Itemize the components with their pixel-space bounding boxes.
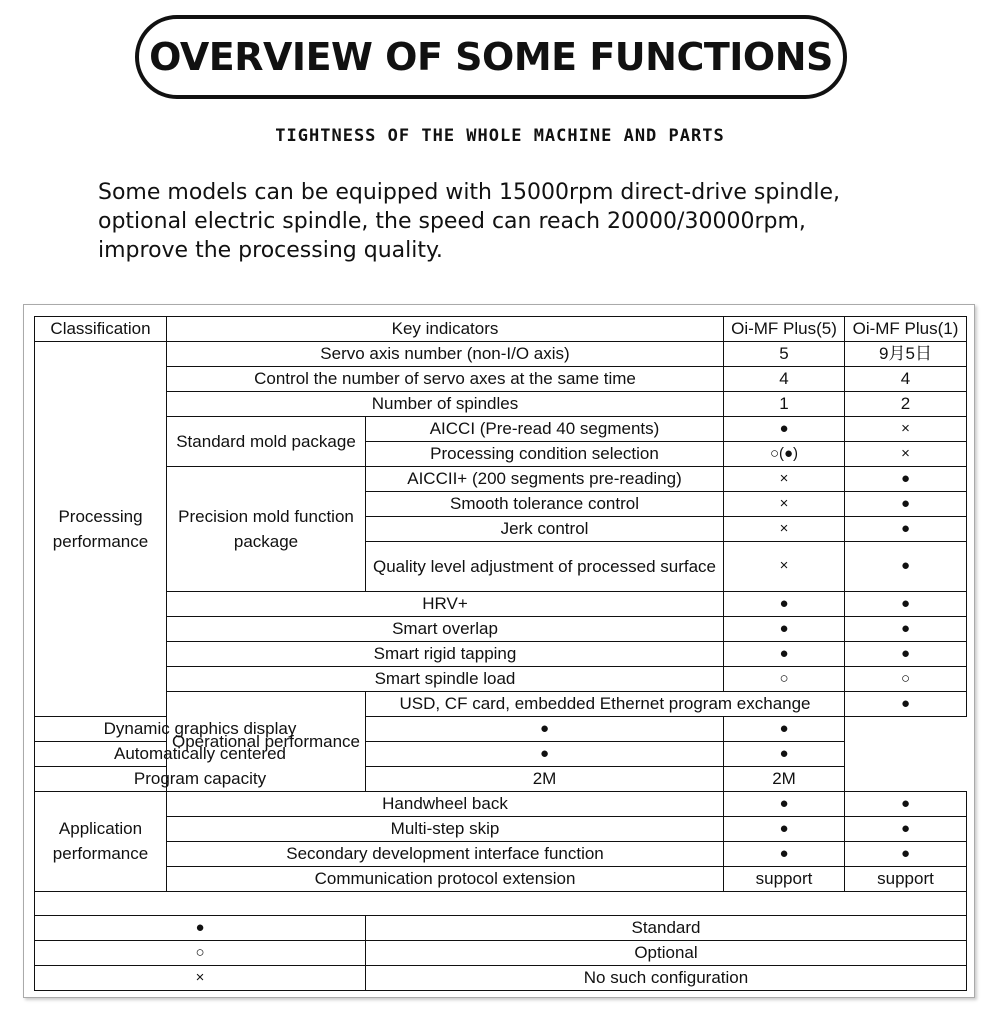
row-value-1: ○(●) [724,442,845,467]
row-value-2: ● [845,517,967,542]
legend-standard-icon: ● [35,916,366,941]
row-value-2: ● [845,591,967,616]
row-value-1: ● [724,841,845,866]
row-label: Secondary development interface function [167,841,724,866]
table-row [35,766,967,791]
legend-optional-icon: ○ [35,941,366,966]
table-row [35,841,967,866]
page-title: OVERVIEW OF SOME FUNCTIONS [149,35,833,79]
row-value-1: ● [724,791,845,816]
row-value-1: support [724,866,845,891]
legend-optional-label: Optional [366,941,967,966]
table-row [35,641,967,666]
row-value-1: ● [845,691,967,716]
subgroup-precision-mold: Precision mold function package [167,467,366,592]
table-row [35,741,967,766]
row-value-2: 2 [845,392,967,417]
header-key-indicators: Key indicators [167,317,724,342]
row-label: Communication protocol extension [167,866,724,891]
row-value-1: × [724,492,845,517]
row-value-1: × [724,467,845,492]
legend-standard-label: Standard [366,916,967,941]
row-value-1: ○ [724,666,845,691]
row-label: Handwheel back [167,791,724,816]
row-value-2: ● [845,816,967,841]
row-label: Quality level adjustment of processed surface [366,542,724,592]
row-label: Multi-step skip [167,816,724,841]
legend-none-icon: × [35,966,366,991]
row-label: Smart rigid tapping [167,641,724,666]
page-subtitle: TIGHTNESS OF THE WHOLE MACHINE AND PARTS [275,126,725,146]
row-value-1: ● [724,417,845,442]
row-label: Dynamic graphics display [35,716,366,741]
row-value-1: ● [724,816,845,841]
table-row [35,816,967,841]
row-label: Control the number of servo axes at the same time [167,367,724,392]
row-value-2: 4 [845,367,967,392]
row-value-2: ● [845,542,967,592]
group-processing: Processing performance [35,342,167,717]
row-value-1: 2M [366,766,724,791]
row-label: HRV+ [167,591,724,616]
table-row [35,417,967,442]
row-value-1: ● [366,741,724,766]
row-label: Smooth tolerance control [366,492,724,517]
table-row [35,591,967,616]
row-label: Automatically centered [35,741,366,766]
row-value-1: ● [724,616,845,641]
row-label: AICCI (Pre-read 40 segments) [366,417,724,442]
title-banner [135,15,847,99]
table-row [35,367,967,392]
table-row [35,467,967,492]
legend-row [35,941,967,966]
row-label: Program capacity [35,766,366,791]
table-row [35,342,967,367]
row-value-1: 1 [724,392,845,417]
table-row [35,666,967,691]
intro-line: improve the processing quality. [98,238,443,263]
table-header-row [35,317,967,342]
group-application: Application performance [35,791,167,891]
legend-row [35,966,967,991]
row-value-2: ● [845,641,967,666]
intro-paragraph [98,178,958,265]
row-value-2: ○ [845,666,967,691]
row-label: USD, CF card, embedded Ethernet program exchange [366,691,845,716]
row-value-2: ● [724,741,845,766]
row-value-2: ● [845,616,967,641]
intro-line: Some models can be equipped with 15000rpm direct-drive spindle, [98,180,841,205]
row-label: Smart overlap [167,616,724,641]
row-value-2: ● [845,841,967,866]
table-row [35,866,967,891]
row-value-2: 2M [724,766,845,791]
row-value-1: ● [366,716,724,741]
row-value-1: 5 [724,342,845,367]
header-model-2: Oi-MF Plus(1) [845,317,967,342]
row-label: Number of spindles [167,392,724,417]
spacer-row [35,891,967,916]
table-row [35,716,967,741]
legend-none-label: No such configuration [366,966,967,991]
row-value-1: × [724,542,845,592]
row-value-1: ● [724,591,845,616]
row-value-1: ● [724,641,845,666]
row-value-2: support [845,866,967,891]
subgroup-standard-mold: Standard mold package [167,417,366,467]
table-row [35,691,967,716]
function-table [34,316,967,991]
row-label: Smart spindle load [167,666,724,691]
row-label: Jerk control [366,517,724,542]
row-value-2: × [845,417,967,442]
table-row [35,616,967,641]
table-row [35,392,967,417]
row-label: AICCII+ (200 segments pre-reading) [366,467,724,492]
row-value-2: ● [845,791,967,816]
row-value-1: 4 [724,367,845,392]
legend-row [35,916,967,941]
row-value-2: ● [845,467,967,492]
row-value-2: ● [845,492,967,517]
header-classification: Classification [35,317,167,342]
spacer-cell [35,891,967,916]
row-value-2: ● [724,716,845,741]
row-value-2: × [845,442,967,467]
row-label: Processing condition selection [366,442,724,467]
row-label: Servo axis number (non-I/O axis) [167,342,724,367]
row-value-1: × [724,517,845,542]
group-operational: Operational performance [167,691,366,791]
table-row [35,791,967,816]
intro-line: optional electric spindle, the speed can reach 20000/30000rpm, [98,209,806,234]
header-model-1: Oi-MF Plus(5) [724,317,845,342]
row-value-2: 9月5日 [845,342,967,367]
